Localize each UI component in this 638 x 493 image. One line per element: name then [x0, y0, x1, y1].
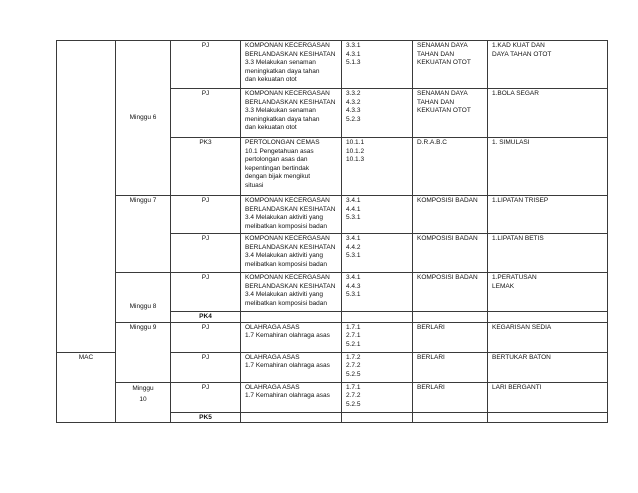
codes-line: 3.4.1 — [346, 274, 361, 281]
method-line: 1. SIMULASI — [492, 139, 530, 146]
activity-line: SENAMAN DAYA — [417, 42, 468, 49]
table-row — [57, 41, 608, 89]
topic-cell — [241, 382, 342, 412]
method-cell — [488, 352, 608, 382]
codes-line: 1.7.1 — [346, 383, 361, 391]
codes-cell — [342, 382, 413, 412]
subject-cell — [171, 234, 241, 273]
codes-line: 4.3.2 — [346, 98, 361, 106]
subject-cell — [171, 138, 241, 196]
month-label: MAC — [78, 353, 94, 361]
method-cell — [488, 382, 608, 412]
topic-line: pertolongan asas dan — [245, 156, 308, 164]
topic-line: 3.4 Melakukan aktiviti yang — [245, 291, 324, 299]
activity-line: KOMPOSISI BADAN — [417, 235, 478, 242]
activity-line: SENAMAN DAYA — [417, 90, 468, 97]
topic-line: BERLANDASKAN KESIHATAN — [245, 205, 336, 213]
topic-cell — [241, 138, 342, 196]
method-cell — [488, 273, 608, 312]
codes-line: 2.7.1 — [346, 332, 361, 340]
topic-line: 1.7 Kemahiran olahraga asas — [245, 392, 330, 400]
activity-cell — [413, 196, 488, 234]
topic-line: BERLANDASKAN KESIHATAN — [245, 98, 336, 106]
topic-line: OLAHRAGA ASAS — [245, 323, 300, 331]
topic-line: situasi — [245, 181, 264, 189]
week-cell — [116, 322, 171, 382]
codes-cell — [342, 89, 413, 138]
codes-cell — [342, 412, 413, 423]
topic-line: 1.7 Kemahiran olahraga asas — [245, 332, 330, 340]
topic-cell — [241, 352, 342, 382]
table-row — [57, 322, 608, 352]
method-line: DAYA TAHAN OTOT — [492, 50, 552, 58]
topic-line: 3.4 Melakukan aktiviti yang — [245, 214, 324, 222]
week-cell — [116, 382, 171, 423]
lesson-plan-table — [56, 40, 608, 423]
topic-line: 1.7 Kemahiran olahraga asas — [245, 362, 330, 370]
codes-line: 5.1.3 — [346, 59, 361, 67]
method-line: 1.KAD KUAT DAN — [492, 42, 545, 49]
codes-line: 4.4.1 — [346, 205, 361, 213]
codes-line: 4.4.2 — [346, 243, 361, 251]
topic-line: OLAHRAGA ASAS — [245, 353, 300, 361]
topic-line: KOMPONAN KECERGASAN — [245, 90, 330, 97]
week-label: Minggu 8 — [129, 303, 157, 310]
codes-cell — [342, 322, 413, 352]
subject-label: PJ — [201, 235, 210, 242]
codes-cell — [342, 41, 413, 89]
codes-line: 3.4.1 — [346, 235, 361, 242]
topic-line: dengan bijak mengikut — [245, 173, 311, 181]
activity-cell — [413, 322, 488, 352]
method-line: LEMAK — [492, 282, 515, 290]
topic-cell — [241, 412, 342, 423]
activity-line: BERLARI — [417, 323, 445, 331]
topic-line: 3.4 Melakukan aktiviti yang — [245, 252, 324, 260]
activity-cell — [413, 234, 488, 273]
method-cell — [488, 89, 608, 138]
week-label: Minggu 10 — [132, 384, 154, 403]
subject-label: PK5 — [199, 413, 212, 421]
topic-line: BERLANDASKAN KESIHATAN — [245, 282, 336, 290]
subject-label: PK3 — [199, 139, 212, 146]
topic-cell — [241, 273, 342, 312]
week-label: Minggu 9 — [129, 323, 157, 331]
topic-cell — [241, 196, 342, 234]
topic-line: BERLANDASKAN KESIHATAN — [245, 50, 336, 58]
activity-line: D.R.A.B.C — [417, 139, 447, 146]
table-row — [57, 382, 608, 412]
subject-cell — [171, 352, 241, 382]
codes-line: 4.4.3 — [346, 282, 361, 290]
subject-label: PJ — [201, 197, 210, 204]
subject-label: PJ — [201, 90, 210, 97]
subject-label: PJ — [201, 383, 210, 391]
topic-line: KOMPONAN KECERGASAN — [245, 274, 330, 281]
topic-cell — [241, 89, 342, 138]
codes-line: 3.3.1 — [346, 42, 361, 49]
method-line: 1.LIPATAN BETIS — [492, 235, 544, 242]
codes-line: 5.2.1 — [346, 340, 361, 348]
topic-line: meningkatkan daya tahan — [245, 67, 320, 75]
activity-cell — [413, 382, 488, 412]
activity-line: KEKUATAN OTOT — [417, 107, 471, 115]
method-cell — [488, 138, 608, 196]
subject-cell — [171, 273, 241, 312]
activity-line: BERLARI — [417, 383, 445, 391]
topic-cell — [241, 312, 342, 323]
activity-line: TAHAN DAN — [417, 98, 455, 106]
topic-cell — [241, 322, 342, 352]
codes-line: 3.4.1 — [346, 197, 361, 204]
week-cell — [116, 196, 171, 273]
codes-line: 5.2.5 — [346, 400, 361, 408]
week-cell — [116, 273, 171, 323]
codes-line: 4.3.3 — [346, 107, 361, 115]
week-cell — [116, 41, 171, 196]
subject-label: PK4 — [199, 313, 212, 320]
activity-line: TAHAN DAN — [417, 50, 455, 58]
activity-cell — [413, 352, 488, 382]
method-line: 1.LIPATAN TRISEP — [492, 197, 549, 204]
table-row — [57, 196, 608, 234]
activity-line: KEKUATAN OTOT — [417, 59, 471, 67]
codes-line: 10.1.2 — [346, 147, 365, 155]
codes-line: 5.3.1 — [346, 291, 361, 299]
subject-label: PJ — [201, 353, 210, 361]
subject-cell — [171, 41, 241, 89]
topic-line: melibatkan komposisi badan — [245, 222, 328, 230]
method-cell — [488, 41, 608, 89]
topic-line: BERLANDASKAN KESIHATAN — [245, 243, 336, 251]
topic-line: 10.1 Pengetahuan asas — [245, 147, 314, 155]
subject-label: PJ — [201, 274, 210, 281]
activity-cell — [413, 41, 488, 89]
codes-cell — [342, 273, 413, 312]
month-cell — [57, 41, 116, 353]
week-label: Minggu 6 — [129, 114, 157, 122]
subject-cell — [171, 312, 241, 323]
activity-cell — [413, 138, 488, 196]
activity-cell — [413, 412, 488, 423]
table-row — [57, 273, 608, 312]
codes-cell — [342, 352, 413, 382]
codes-line: 2.7.2 — [346, 362, 361, 370]
method-cell — [488, 322, 608, 352]
topic-line: PERTOLONGAN CEMAS — [245, 139, 320, 146]
topic-line: KOMPONAN KECERGASAN — [245, 42, 330, 49]
codes-line: 1.7.1 — [346, 323, 361, 331]
codes-line: 5.2.3 — [346, 115, 361, 123]
codes-line: 1.7.2 — [346, 353, 361, 361]
topic-line: melibatkan komposisi badan — [245, 260, 328, 268]
week-label: Minggu 7 — [129, 197, 157, 204]
activity-cell — [413, 89, 488, 138]
topic-cell — [241, 234, 342, 273]
codes-line: 5.3.1 — [346, 214, 361, 222]
subject-cell — [171, 412, 241, 423]
codes-line: 10.1.1 — [346, 139, 365, 146]
subject-label: PJ — [201, 42, 210, 49]
method-line: 1.PERATUSAN — [492, 274, 537, 281]
method-cell — [488, 312, 608, 323]
activity-line: KOMPOSISI BADAN — [417, 197, 478, 204]
codes-cell — [342, 234, 413, 273]
topic-line: 3.3 Melakukan senaman — [245, 107, 316, 115]
subject-cell — [171, 382, 241, 412]
method-line: BERTUKAR BATON — [492, 353, 551, 361]
codes-line: 10.1.3 — [346, 156, 365, 164]
method-line: 1.BOLA SEGAR — [492, 90, 539, 97]
topic-line: OLAHRAGA ASAS — [245, 383, 300, 391]
activity-line: KOMPOSISI BADAN — [417, 274, 478, 281]
codes-line: 5.2.5 — [346, 370, 361, 378]
topic-line: dan kekuatan otot — [245, 124, 297, 132]
method-cell — [488, 196, 608, 234]
topic-line: kepentingan bertindak — [245, 164, 309, 172]
subject-label: PJ — [201, 323, 210, 331]
codes-line: 4.3.1 — [346, 50, 361, 58]
codes-line: 3.3.2 — [346, 90, 361, 97]
codes-cell — [342, 312, 413, 323]
topic-cell — [241, 41, 342, 89]
activity-cell — [413, 273, 488, 312]
method-line: KEGARISAN SEDIA — [492, 323, 552, 331]
topic-line: melibatkan komposisi badan — [245, 299, 328, 307]
topic-line: 3.3 Melakukan senaman — [245, 59, 316, 67]
subject-cell — [171, 89, 241, 138]
codes-cell — [342, 196, 413, 234]
topic-line: KOMPONAN KECERGASAN — [245, 197, 330, 204]
subject-cell — [171, 322, 241, 352]
topic-line: dan kekuatan otot — [245, 76, 297, 84]
method-cell — [488, 234, 608, 273]
topic-line: KOMPONAN KECERGASAN — [245, 235, 330, 242]
month-cell — [57, 352, 116, 423]
subject-cell — [171, 196, 241, 234]
method-line: LARI BERGANTI — [492, 383, 542, 391]
codes-line: 5.3.1 — [346, 252, 361, 260]
activity-cell — [413, 312, 488, 323]
codes-line: 2.7.2 — [346, 392, 361, 400]
activity-line: BERLARI — [417, 353, 445, 361]
method-cell — [488, 412, 608, 423]
codes-cell — [342, 138, 413, 196]
topic-line: meningkatkan daya tahan — [245, 115, 320, 123]
